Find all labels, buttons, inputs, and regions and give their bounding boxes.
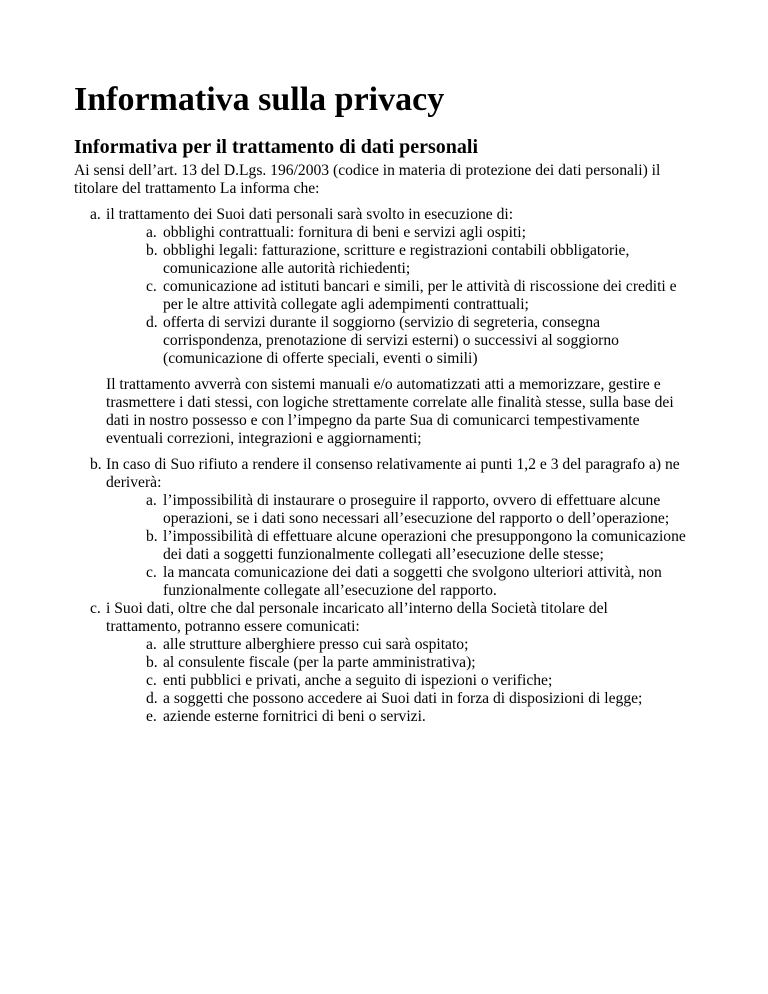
list-marker: c. bbox=[90, 600, 101, 617]
sublist-item-text: comunicazione alle autorità richiedenti; bbox=[163, 260, 411, 277]
sublist-item-text: aziende esterne fornitrici di beni o servizi. bbox=[163, 708, 426, 725]
sublist-marker: a. bbox=[146, 636, 157, 653]
sublist-item-text: dei dati a soggetti funzionalmente collegati all’esecuzione delle stesse; bbox=[163, 546, 604, 563]
sublist-item-text: corrispondenza, prenotazione di servizi esterni) o successivi al soggiorno bbox=[163, 332, 619, 349]
note-line: dati in nostro possesso e con l’impegno da parte Sua di comunicarci tempestivamente bbox=[106, 412, 640, 429]
sublist-item-text: obblighi legali: fatturazione, scritture e registrazioni contabili obbligatorie, bbox=[163, 242, 630, 259]
note-line: eventuali correzioni, integrazioni e aggiornamenti; bbox=[106, 430, 422, 447]
sublist-marker: a. bbox=[146, 492, 157, 509]
sublist-item-text: comunicazione ad istituti bancari e simili, per le attività di riscossione dei crediti e bbox=[163, 278, 677, 295]
intro-line: Ai sensi dell’art. 13 del D.Lgs. 196/2003 (codice in materia di protezione dei dati personali) il bbox=[74, 162, 661, 179]
sublist-item-text: a soggetti che possono accedere ai Suoi dati in forza di disposizioni di legge; bbox=[163, 690, 643, 707]
sublist-marker: a. bbox=[146, 224, 157, 241]
sublist-marker: e. bbox=[146, 708, 157, 725]
list-marker: a. bbox=[90, 206, 101, 223]
list-item-text: trattamento, potranno essere comunicati: bbox=[106, 618, 360, 635]
sublist-item-text: al consulente fiscale (per la parte amministrativa); bbox=[163, 654, 476, 671]
sublist-item-text: enti pubblici e privati, anche a seguito di ispezioni o verifiche; bbox=[163, 672, 553, 689]
page-title: Informativa sulla privacy bbox=[74, 81, 445, 118]
list-item-text: deriverà: bbox=[106, 474, 162, 491]
sublist-marker: b. bbox=[146, 654, 158, 671]
section-heading: Informativa per il trattamento di dati personali bbox=[74, 136, 479, 158]
note-line: Il trattamento avverrà con sistemi manuali e/o automatizzati atti a memorizzare, gestire e bbox=[106, 376, 661, 393]
sublist-item-text: funzionalmente collegate all’esecuzione del rapporto. bbox=[163, 582, 497, 599]
sublist-item-text: operazioni, se i dati sono necessari all’esecuzione del rapporto o dell’operazione; bbox=[163, 510, 670, 527]
sublist-item-text: per le altre attività collegate agli adempimenti contrattuali; bbox=[163, 296, 529, 313]
sublist-item-text: la mancata comunicazione dei dati a soggetti che svolgono ulteriori attività, non bbox=[163, 564, 662, 581]
sublist-item-text: l’impossibilità di effettuare alcune operazioni che presuppongono la comunicazione bbox=[163, 528, 686, 545]
sublist-marker: d. bbox=[146, 314, 158, 331]
list-marker: b. bbox=[90, 456, 102, 473]
sublist-item-text: offerta di servizi durante il soggiorno (servizio di segreteria, consegna bbox=[163, 314, 601, 331]
list-item-text: In caso di Suo rifiuto a rendere il consenso relativamente ai punti 1,2 e 3 del paragrafo a) ne bbox=[106, 456, 680, 473]
list-item-text: i Suoi dati, oltre che dal personale incaricato all’interno della Società titolare del bbox=[106, 600, 608, 617]
intro-line: titolare del trattamento La informa che: bbox=[74, 180, 320, 197]
sublist-marker: c. bbox=[146, 564, 157, 581]
sublist-marker: b. bbox=[146, 242, 158, 259]
note-line: trasmettere i dati stessi, con logiche strettamente correlate alle finalità stesse, sulla base dei bbox=[106, 394, 674, 411]
sublist-item-text: alle strutture alberghiere presso cui sarà ospitato; bbox=[163, 636, 469, 653]
sublist-item-text: l’impossibilità di instaurare o proseguire il rapporto, ovvero di effettuare alcune bbox=[163, 492, 661, 509]
sublist-marker: d. bbox=[146, 690, 158, 707]
sublist-item-text: (comunicazione di offerte speciali, eventi o simili) bbox=[163, 350, 478, 367]
sublist-marker: c. bbox=[146, 672, 157, 689]
sublist-marker: b. bbox=[146, 528, 158, 545]
sublist-item-text: obblighi contrattuali: fornitura di beni e servizi agli ospiti; bbox=[163, 224, 526, 241]
sublist-marker: c. bbox=[146, 278, 157, 295]
list-item-text: il trattamento dei Suoi dati personali sarà svolto in esecuzione di: bbox=[106, 206, 514, 223]
